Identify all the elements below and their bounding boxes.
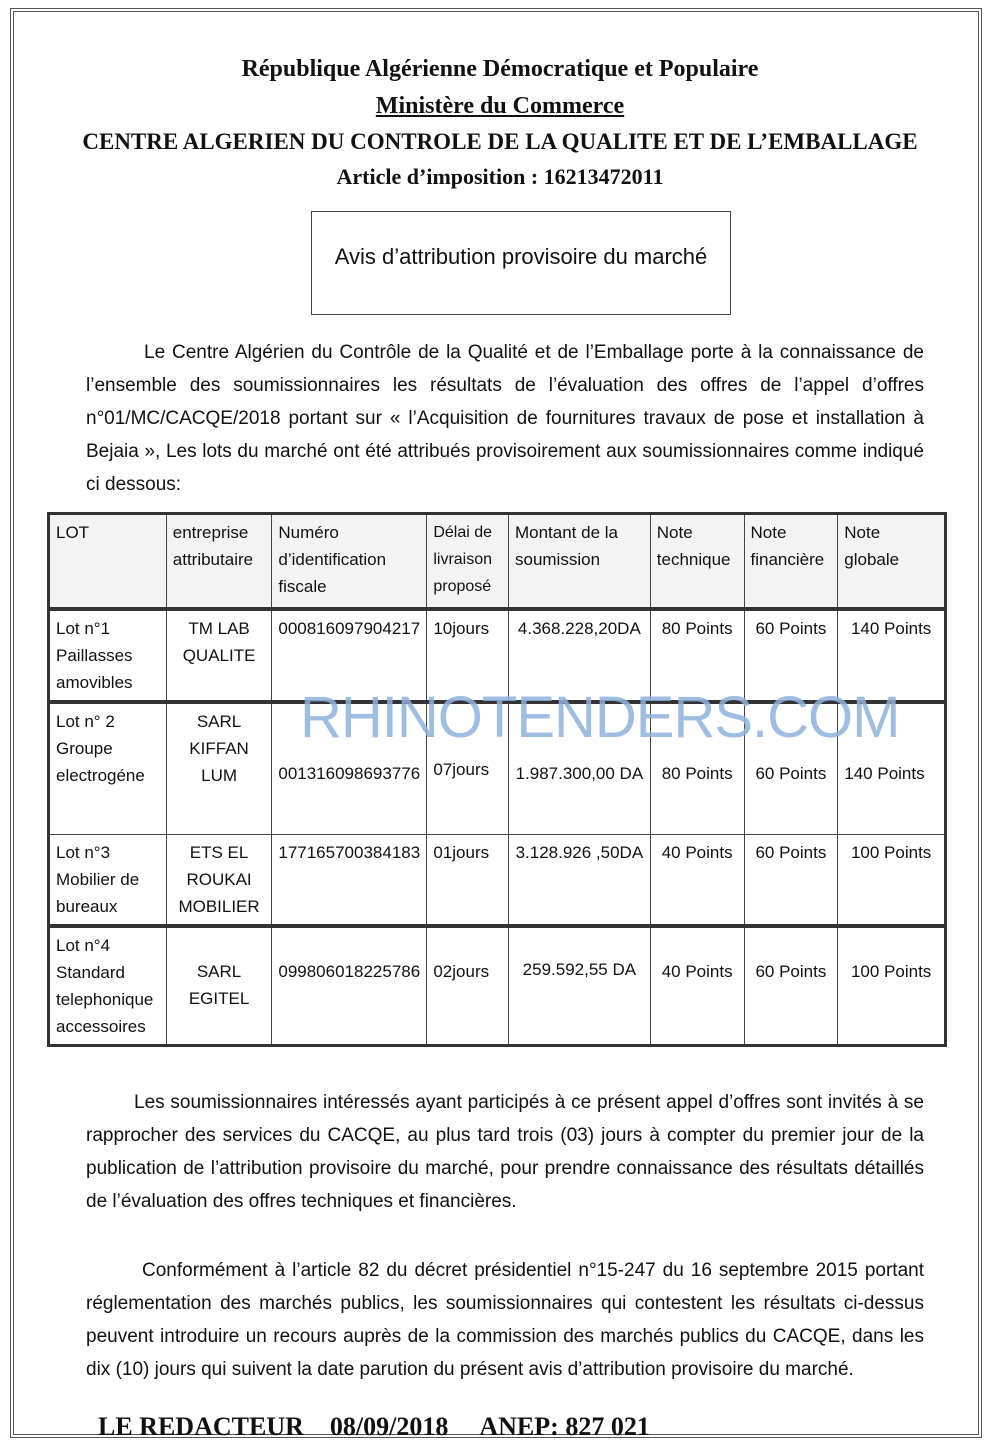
header-cell: entreprise attributaire bbox=[166, 514, 272, 610]
table-row bbox=[49, 834, 946, 926]
header-cell: Délai de livraison proposé bbox=[427, 514, 509, 610]
intro-paragraph: Le Centre Algérien du Contrôle de la Qualité et de l’Emballage porte à la connaissance de l’ensemble des soumissionnaires les résultats de l’évaluation des offres de l’appel d’offres n°01/MC/CACQE/2018 portant sur « l’Acquisition de fournitures travaux de pose et installation à Bejaia », Les lots du marché ont été attribués provisoirement aux soumissionnaires comme indiqué ci dessous: bbox=[86, 342, 924, 495]
cell-fin: 60 Points bbox=[744, 926, 838, 1046]
cell-fin: 60 Points bbox=[744, 834, 838, 926]
header-centre: CENTRE ALGERIEN DU CONTROLE DE LA QUALITE ET DE L’EMBALLAGE bbox=[82, 129, 918, 154]
cell-nif: 099806018225786 bbox=[272, 926, 427, 1046]
cell-nif: 177165700384183 bbox=[272, 834, 427, 926]
document-title: Avis d’attribution provisoire du marché bbox=[334, 244, 708, 269]
cell-fin: 60 Points bbox=[744, 609, 838, 702]
cell-amount: 259.592,55 DA bbox=[508, 926, 650, 1046]
cell-amount: 4.368.228,20DA bbox=[508, 609, 650, 702]
cell-lot: Lot n° 2 Groupe electrogéne bbox=[49, 702, 167, 834]
cell-company: ETS EL ROUKAI MOBILIER bbox=[166, 834, 272, 926]
cell-company: SARL EGITEL bbox=[166, 926, 272, 1046]
footer-line: LE REDACTEUR 08/09/2018 ANEP: 827 021 bbox=[98, 1412, 650, 1441]
cell-fin: 60 Points bbox=[744, 702, 838, 834]
cell-delay: 01jours bbox=[427, 834, 509, 926]
cell-tech: 80 Points bbox=[650, 609, 744, 702]
cell-tech: 40 Points bbox=[650, 834, 744, 926]
header-cell: Note financière bbox=[744, 514, 838, 610]
table-header-row bbox=[49, 514, 946, 610]
header-cell: Numéro d’identification fiscale bbox=[272, 514, 427, 610]
cell-global: 140 Points bbox=[838, 702, 946, 834]
cell-nif: 001316098693776 bbox=[272, 702, 427, 834]
invitation-paragraph: Les soumissionnaires intéressés ayant participés à ce présent appel d’offres sont invités à se rapprocher des services du CACQE, au plus tard trois (03) jours à compter du premier jour de la publication de l’attribution provisoire du marché, pour prendre connaissance des résultats détaillés de l’évaluation des offres techniques et financières. bbox=[86, 1092, 924, 1212]
watermark: RHINOTENDERS.COM bbox=[300, 685, 900, 750]
cell-amount: 3.128.926 ,50DA bbox=[508, 834, 650, 926]
appeal-paragraph: Conformément à l’article 82 du décret présidentiel n°15-247 du 16 septembre 2015 portant réglementation des marchés publics, les soumissionnaires qui contestent les résultats ci-dessus peuvent introduire un recours auprès de la commission des marchés publics du CACQE, dans les dix (10) jours qui suivent la date parution du présent avis d’attribution provisoire du marché. bbox=[86, 1260, 924, 1380]
header-cell: LOT bbox=[49, 514, 167, 610]
header-article: Article d’imposition : 16213472011 bbox=[336, 164, 664, 189]
cell-delay: 10jours bbox=[427, 609, 509, 702]
table-row bbox=[49, 926, 946, 1046]
cell-lot: Lot n°3 Mobilier de bureaux bbox=[49, 834, 167, 926]
cell-nif: 000816097904217 bbox=[272, 609, 427, 702]
cell-lot: Lot n°4 Standard telephonique accessoires bbox=[49, 926, 167, 1046]
header-ministry: Ministère du Commerce bbox=[375, 93, 625, 119]
cell-lot: Lot n°1 Paillasses amovibles bbox=[49, 609, 167, 702]
cell-global: 100 Points bbox=[838, 834, 946, 926]
cell-global: 100 Points bbox=[838, 926, 946, 1046]
header-cell: Note globale bbox=[838, 514, 946, 610]
cell-company: TM LAB QUALITE bbox=[166, 609, 272, 702]
header-republic: République Algérienne Démocratique et Populaire bbox=[241, 56, 759, 82]
cell-company: SARL KIFFAN LUM bbox=[166, 702, 272, 834]
header-cell: Montant de la soumission bbox=[508, 514, 650, 610]
award-table bbox=[47, 512, 947, 1047]
cell-tech: 80 Points bbox=[650, 702, 744, 834]
header-cell: Note technique bbox=[650, 514, 744, 610]
cell-amount: 1.987.300,00 DA bbox=[508, 702, 650, 834]
cell-delay: 02jours bbox=[427, 926, 509, 1046]
title-box bbox=[311, 211, 731, 315]
cell-tech: 40 Points bbox=[650, 926, 744, 1046]
cell-delay: 07jours bbox=[427, 702, 509, 834]
cell-global: 140 Points bbox=[838, 609, 946, 702]
